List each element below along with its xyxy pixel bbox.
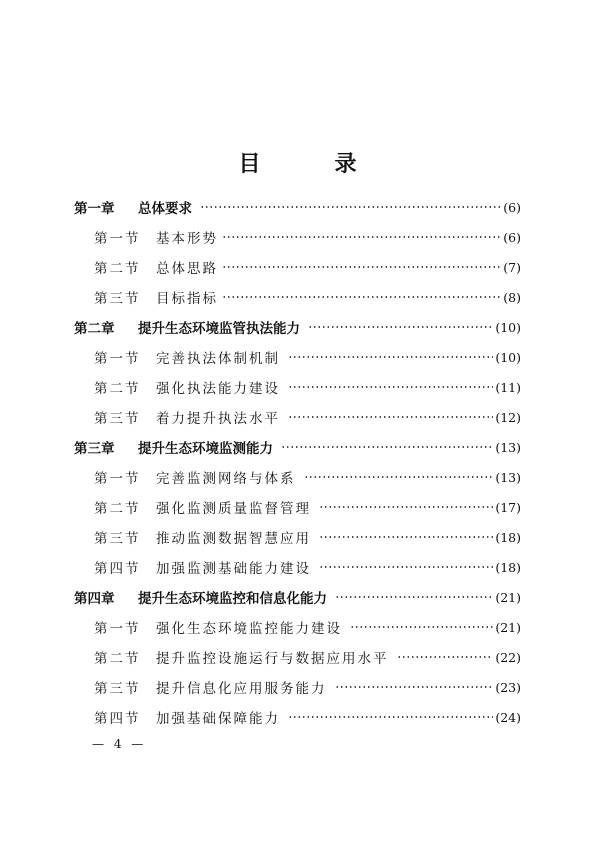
toc-entry[interactable] bbox=[74, 462, 521, 492]
entry-text: 完善监测网络与体系 bbox=[156, 471, 296, 487]
entry-number: 第四节 bbox=[94, 561, 141, 577]
entry-page: (13) bbox=[495, 439, 521, 455]
toc-entry[interactable] bbox=[74, 402, 521, 432]
entry-number: 第二章 bbox=[74, 321, 115, 337]
dot-leader bbox=[335, 591, 493, 604]
toc-entry[interactable] bbox=[74, 282, 521, 312]
dot-leader bbox=[319, 561, 493, 574]
dot-leader bbox=[319, 531, 493, 544]
dot-leader bbox=[308, 321, 493, 334]
entry-number: 第一节 bbox=[94, 231, 141, 247]
dot-leader bbox=[319, 501, 493, 514]
toc-entry[interactable] bbox=[74, 612, 521, 642]
dot-leader bbox=[335, 681, 494, 694]
dot-leader bbox=[288, 711, 493, 724]
dot-leader bbox=[397, 651, 494, 664]
toc-entry[interactable] bbox=[74, 582, 521, 612]
entry-number: 第二节 bbox=[94, 261, 141, 277]
entry-text: 总体要求 bbox=[138, 201, 192, 217]
entry-page: (7) bbox=[503, 259, 521, 275]
toc-entry[interactable] bbox=[74, 492, 521, 522]
entry-page: (6) bbox=[503, 199, 521, 215]
dot-leader bbox=[222, 291, 501, 304]
toc-entry[interactable] bbox=[74, 702, 521, 732]
entry-number: 第三节 bbox=[94, 681, 141, 697]
entry-text: 提升信息化应用服务能力 bbox=[156, 681, 327, 697]
entry-number: 第一章 bbox=[74, 201, 115, 217]
dot-leader bbox=[281, 441, 493, 454]
dot-leader bbox=[304, 471, 494, 484]
entry-page: (21) bbox=[495, 589, 521, 605]
entry-text: 加强基础保障能力 bbox=[156, 711, 280, 727]
entry-text: 加强监测基础能力建设 bbox=[156, 561, 311, 577]
entry-text: 目标指标 bbox=[156, 291, 218, 307]
entry-page: (8) bbox=[503, 289, 521, 305]
entry-number: 第四章 bbox=[74, 591, 115, 607]
entry-page: (13) bbox=[495, 469, 521, 485]
dot-leader bbox=[222, 231, 501, 244]
toc-entry[interactable] bbox=[74, 222, 521, 252]
entry-number: 第二节 bbox=[94, 381, 141, 397]
entry-text: 强化生态环境监控能力建设 bbox=[156, 621, 342, 637]
dot-leader bbox=[200, 201, 501, 214]
entry-page: (6) bbox=[503, 229, 521, 245]
entry-number: 第四节 bbox=[94, 711, 141, 727]
table-of-contents bbox=[74, 192, 521, 732]
entry-page: (18) bbox=[495, 559, 521, 575]
entry-number: 第二节 bbox=[94, 501, 141, 517]
entry-page: (12) bbox=[495, 409, 521, 425]
toc-entry[interactable] bbox=[74, 522, 521, 552]
entry-page: (21) bbox=[495, 619, 521, 635]
entry-number: 第三节 bbox=[94, 291, 141, 307]
toc-entry[interactable] bbox=[74, 672, 521, 702]
entry-page: (10) bbox=[495, 349, 521, 365]
entry-text: 总体思路 bbox=[156, 261, 218, 277]
entry-page: (18) bbox=[495, 529, 521, 545]
entry-text: 提升生态环境监测能力 bbox=[138, 441, 273, 457]
toc-entry[interactable] bbox=[74, 252, 521, 282]
entry-text: 强化监测质量监督管理 bbox=[156, 501, 311, 517]
entry-text: 强化执法能力建设 bbox=[156, 381, 280, 397]
entry-number: 第一节 bbox=[94, 621, 141, 637]
entry-page: (22) bbox=[495, 649, 521, 665]
entry-number: 第三章 bbox=[74, 441, 115, 457]
entry-page: (23) bbox=[495, 679, 521, 695]
toc-entry[interactable] bbox=[74, 372, 521, 402]
entry-number: 第三节 bbox=[94, 411, 141, 427]
toc-entry[interactable] bbox=[74, 342, 521, 372]
entry-number: 第二节 bbox=[94, 651, 141, 667]
dot-leader bbox=[288, 381, 493, 394]
entry-text: 推动监测数据智慧应用 bbox=[156, 531, 311, 547]
entry-page: (10) bbox=[495, 319, 521, 335]
entry-page: (11) bbox=[495, 379, 521, 395]
entry-number: 第三节 bbox=[94, 531, 141, 547]
toc-title: 目 录 bbox=[238, 152, 383, 177]
entry-text: 提升监控设施运行与数据应用水平 bbox=[156, 651, 389, 667]
toc-entry[interactable] bbox=[74, 432, 521, 462]
page-number: — 4 — bbox=[92, 737, 147, 751]
dot-leader bbox=[350, 621, 493, 634]
toc-entry[interactable] bbox=[74, 192, 521, 222]
toc-entry[interactable] bbox=[74, 552, 521, 582]
dot-leader bbox=[288, 351, 493, 364]
entry-number: 第一节 bbox=[94, 351, 141, 367]
entry-text: 提升生态环境监控和信息化能力 bbox=[138, 591, 327, 607]
entry-text: 基本形势 bbox=[156, 231, 218, 247]
toc-entry[interactable] bbox=[74, 312, 521, 342]
entry-text: 完善执法体制机制 bbox=[156, 351, 280, 367]
toc-entry[interactable] bbox=[74, 642, 521, 672]
entry-text: 提升生态环境监管执法能力 bbox=[138, 321, 300, 337]
entry-text: 着力提升执法水平 bbox=[156, 411, 280, 427]
entry-page: (24) bbox=[495, 709, 521, 725]
entry-number: 第一节 bbox=[94, 471, 141, 487]
entry-page: (17) bbox=[495, 499, 521, 515]
dot-leader bbox=[222, 261, 501, 274]
dot-leader bbox=[288, 411, 493, 424]
